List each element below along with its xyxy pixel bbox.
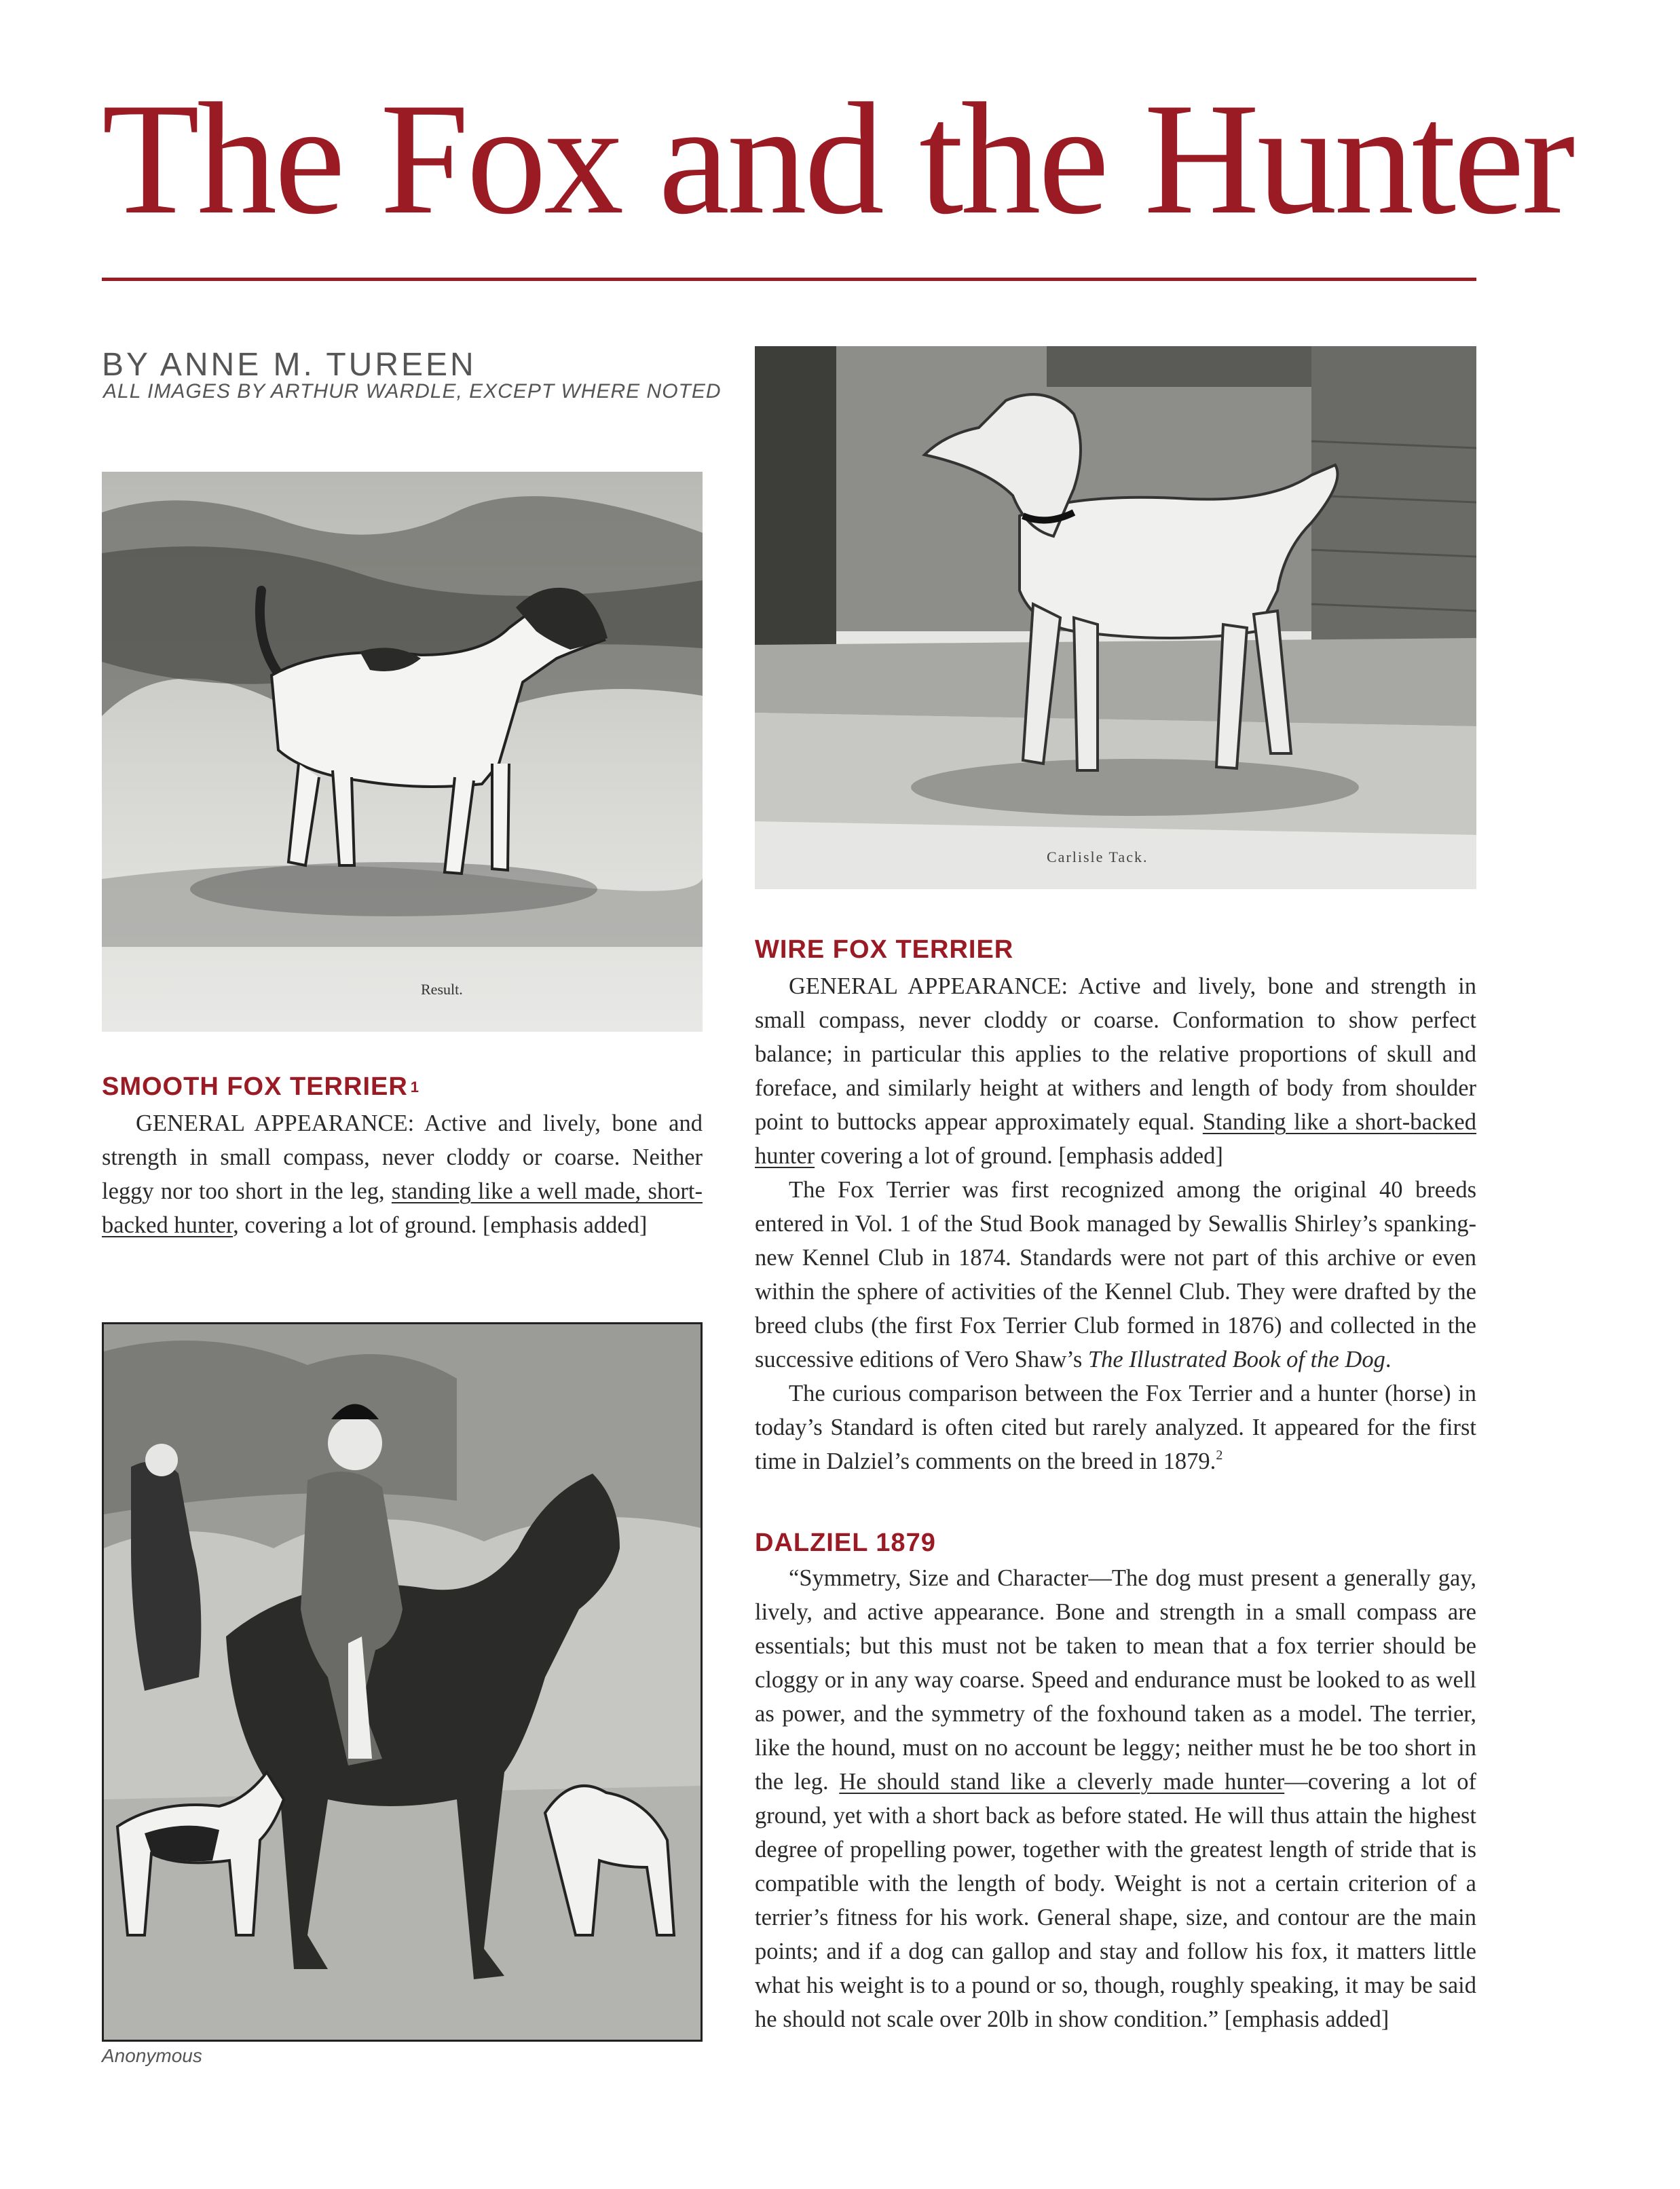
wire-fox-terrier-heading: WIRE FOX TERRIER [755,935,1014,964]
dalziel-emphasis: He should stand like a cleverly made hunter [839,1769,1285,1795]
hunt-scene-illustration [102,1322,703,2042]
dalziel-paragraph [755,1561,1476,2036]
smooth-text-b: , covering a lot of ground. [emphasis added] [233,1212,648,1238]
smooth-fox-terrier-illustration [102,472,703,1032]
smooth-standard-text [102,1106,703,1242]
dalziel-text-b: —covering a lot of ground, yet with a short back as before stated. He will thus attain the highest degree of propelling power, together with the greatest length of stride that is compatible with the length of body. Weight is not a certain criterion of a terrier’s fitness for his work. General shape, size, and contour are the main points; and if a dog can gallop and stay and follow his fox, it matters little what his weight is to a pound or so, though, roughly speaking, it may be said he should not scale over 20lb in show condition.” [emphasis added] [755,1769,1476,2032]
book-title-italic: The Illustrated Book of the Dog [1087,1347,1385,1372]
dalziel-text-a: “Symmetry, Size and Character—The dog must present a generally gay, lively, and active appearance. Bone and strength in a small compass are essentials; but this must not be taken to mean that a fox terrier should be cloggy or in any way coarse. Speed and endurance must be looked to as well as power, and the symmetry of the foxhound taken as a model. The terrier, like the hound, must on no account be leggy; neither must he be too short in the leg. [755,1565,1476,1795]
wire-standard-text [755,969,1476,1482]
wire-p2-text-b: . [1385,1347,1392,1372]
smooth-paragraph [102,1106,703,1242]
wire-p1-text-b: covering a lot of ground. [emphasis added] [815,1143,1223,1169]
hunt-scene-caption: Anonymous [102,2045,202,2066]
dalziel-1879-heading: DALZIEL 1879 [755,1529,936,1557]
wire-plate-label: Carlisle Tack. [1047,848,1149,865]
byline: BY ANNE M. TUREEN [102,347,477,383]
smooth-emphasis: standing like a well made, short-backed hunter [102,1178,703,1238]
title-divider [102,278,1476,281]
smooth-fox-terrier-heading [102,1072,419,1102]
smooth-heading-text: SMOOTH FOX TERRIER [102,1072,408,1101]
article-title: The Fox and the Hunter [102,71,1573,248]
wire-paragraph-1 [755,969,1476,1173]
wire-p1-emphasis: Standing like a short-backed hunter [755,1109,1476,1169]
wire-paragraph-2 [755,1173,1476,1377]
wire-p2-text-a: The Fox Terrier was first recognized among the original 40 breeds entered in Vol. 1 of the Stud Book managed by Sewallis Shirley’s spanking-new Kennel Club in 1874. Standards were not part of this archive or even within the sphere of activities of the Kennel Club. They were drafted by the breed clubs (the first Fox Terrier Club formed in 1876) and collected in the successive editions of Vero Shaw’s [755,1177,1476,1372]
wire-p3-text: The curious comparison between the Fox Terrier and a hunter (horse) in today’s Standard is often cited but rarely analyzed. It appeared for the first time in Dalziel’s comments on the breed in 1879. [755,1381,1476,1474]
wire-paragraph-3 [755,1377,1476,1482]
dalziel-quote-text [755,1561,1476,2036]
footnote-2-marker: 2 [1216,1448,1223,1463]
footnote-1-marker: 1 [410,1079,420,1096]
wire-fox-terrier-illustration [755,346,1476,889]
wire-p1-text-a: GENERAL APPEARANCE: Active and lively, bone and strength in small compass, never cloddy or coarse. Conformation to show perfect balance; in particular this applies to the relative proportions of skull and foreface, and similarly height at withers and length of body from shoulder point to buttocks appear approximately equal. [755,973,1476,1135]
smooth-plate-label: Result. [421,981,463,998]
smooth-text-a: GENERAL APPEARANCE: Active and lively, bone and strength in small compass, never cloddy or coarse. Neither leggy nor too short in the leg, [102,1110,703,1204]
image-credits: ALL IMAGES BY ARTHUR WARDLE, EXCEPT WHERE NOTED [103,380,722,403]
